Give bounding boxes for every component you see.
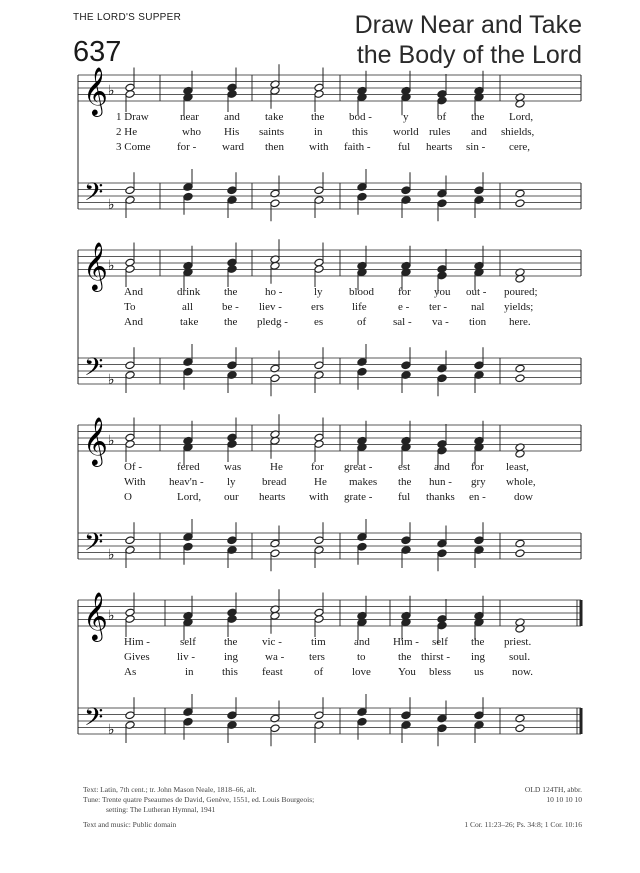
lyric-syllable: for	[311, 461, 324, 473]
lyric-syllable: love	[352, 666, 371, 678]
lyric-syllable: us	[474, 666, 484, 678]
section-heading: THE LORD'S SUPPER	[73, 12, 182, 23]
bass-staff	[78, 533, 581, 559]
lyric-syllable: tion	[469, 316, 487, 328]
lyric-syllable: was	[224, 461, 242, 473]
lyric-syllable: the	[224, 636, 238, 648]
lyric-syllable: and	[224, 111, 240, 123]
lyric-syllable: yields;	[504, 301, 534, 313]
lyric-syllable: shields,	[501, 126, 535, 138]
lyric-syllable: feast	[262, 666, 283, 678]
lyric-syllable: for -	[177, 141, 197, 153]
lyric-syllable: ly	[314, 286, 323, 298]
lyric-syllable: ers	[311, 301, 324, 313]
lyric-syllable: To	[124, 301, 136, 313]
lyric-syllable: Lord,	[509, 111, 534, 123]
lyric-syllable: Lord,	[177, 491, 202, 503]
lyric-syllable: then	[265, 141, 284, 153]
lyric-syllable: makes	[349, 476, 378, 488]
lyric-syllable: and	[354, 636, 370, 648]
bass-staff	[78, 358, 581, 384]
lyric-syllable: hearts	[426, 141, 453, 153]
lyric-syllable: 2 He	[116, 126, 138, 138]
treble-clef: 𝄞	[83, 591, 108, 640]
lyric-syllable: self	[180, 636, 196, 648]
lyric-syllable: pledg -	[257, 316, 288, 328]
lyric-syllable: O	[124, 491, 132, 503]
lyric-syllable: en -	[469, 491, 486, 503]
lyric-syllable: vic -	[262, 636, 282, 648]
lyric-syllable: thanks	[426, 491, 455, 503]
lyric-syllable: ing	[471, 651, 486, 663]
public-domain-note: Text and music: Public domain	[83, 820, 177, 829]
key-signature-flat: ♭	[108, 547, 115, 563]
text-credit: Text: Latin, 7th cent.; tr. John Mason Neale, 1818–66, alt.	[83, 785, 257, 794]
key-signature-flat: ♭	[108, 608, 115, 624]
lyric-syllable: thirst -	[421, 651, 451, 663]
lyric-syllable: all	[182, 301, 193, 313]
lyric-syllable: fered	[177, 461, 200, 473]
lyric-syllable: this	[352, 126, 368, 138]
lyric-syllable: e -	[398, 301, 410, 313]
lyric-syllable: sin -	[466, 141, 486, 153]
lyric-syllable: great -	[344, 461, 373, 473]
lyric-syllable: You	[398, 666, 416, 678]
bass-note	[515, 549, 525, 558]
lyric-syllable: of	[437, 111, 447, 123]
lyric-syllable: with	[309, 141, 329, 153]
lyric-syllable: 3 Come	[116, 141, 151, 153]
lyric-syllable: the	[224, 286, 238, 298]
bass-staff	[78, 183, 581, 209]
lyric-syllable: liev -	[259, 301, 282, 313]
lyric-syllable: And	[124, 316, 143, 328]
lyric-syllable: hun -	[429, 476, 452, 488]
lyric-syllable: sal -	[393, 316, 412, 328]
lyric-syllable: Of -	[124, 461, 143, 473]
lyric-syllable: for	[471, 461, 484, 473]
lyric-syllable: the	[398, 651, 412, 663]
lyric-syllable: and	[434, 461, 450, 473]
lyric-syllable: Gives	[124, 651, 150, 663]
lyric-syllable: wa -	[265, 651, 285, 663]
lyric-syllable: the	[471, 636, 485, 648]
lyric-syllable: world	[393, 126, 419, 138]
lyric-syllable: hearts	[259, 491, 286, 503]
lyric-syllable: whole,	[506, 476, 536, 488]
treble-clef: 𝄞	[83, 66, 108, 115]
lyric-syllable: ful	[398, 141, 411, 153]
lyric-syllable: ho -	[265, 286, 283, 298]
treble-staff	[78, 250, 581, 276]
bass-clef: 𝄢	[84, 703, 104, 738]
lyric-syllable: of	[357, 316, 367, 328]
lyric-syllable: cere,	[509, 141, 531, 153]
lyric-syllable: He	[270, 461, 283, 473]
lyric-syllable: the	[398, 476, 412, 488]
lyric-syllable: priest.	[504, 636, 532, 648]
bass-note	[515, 539, 525, 548]
lyric-syllable: He	[314, 476, 327, 488]
lyric-syllable: with	[309, 491, 329, 503]
bass-note	[515, 199, 525, 208]
lyric-syllable: bread	[262, 476, 287, 488]
bass-clef: 𝄢	[84, 178, 104, 213]
lyric-syllable: And	[124, 286, 143, 298]
scripture-reference: 1 Cor. 11:23–26; Ps. 34:8; 1 Cor. 10:16	[464, 820, 582, 829]
lyric-syllable: gry	[471, 476, 486, 488]
lyric-syllable: this	[222, 666, 238, 678]
tune-name: OLD 124TH, abbr.	[524, 785, 582, 794]
lyric-syllable: drink	[177, 286, 201, 298]
hymn-number: 637	[73, 36, 122, 68]
key-signature-flat: ♭	[108, 372, 115, 388]
lyric-syllable: With	[124, 476, 146, 488]
bass-note	[515, 189, 525, 198]
key-signature-flat: ♭	[108, 433, 115, 449]
lyric-syllable: now.	[512, 666, 533, 678]
lyric-syllable: faith -	[344, 141, 371, 153]
lyric-syllable: As	[124, 666, 137, 678]
lyric-syllable: saints	[259, 126, 285, 138]
treble-clef: 𝄞	[83, 241, 108, 290]
lyric-syllable: near	[180, 111, 199, 123]
lyric-syllable: the	[471, 111, 485, 123]
bass-note	[515, 374, 525, 383]
lyric-syllable: blood	[349, 286, 375, 298]
lyric-syllable: soul.	[509, 651, 531, 663]
lyric-syllable: liv -	[177, 651, 196, 663]
lyric-syllable: here.	[509, 316, 531, 328]
lyric-syllable: Him -	[393, 636, 419, 648]
lyric-syllable: ward	[222, 141, 244, 153]
key-signature-flat: ♭	[108, 722, 115, 738]
treble-staff	[78, 425, 581, 451]
lyric-syllable: in	[185, 666, 194, 678]
meter: 10 10 10 10	[546, 795, 582, 804]
lyric-syllable: y	[403, 111, 409, 123]
title-line-1: Draw Near and Take	[354, 11, 582, 39]
bass-clef: 𝄢	[84, 528, 104, 563]
lyric-syllable: for	[398, 286, 411, 298]
lyric-syllable: self	[432, 636, 448, 648]
bass-staff	[78, 708, 581, 734]
bass-note	[515, 714, 525, 723]
title-line-2: the Body of the Lord	[356, 41, 582, 69]
lyric-syllable: take	[265, 111, 284, 123]
lyric-syllable: His	[224, 126, 240, 138]
lyric-syllable: ters	[309, 651, 325, 663]
lyric-syllable: of	[314, 666, 324, 678]
lyric-syllable: ful	[398, 491, 411, 503]
lyric-syllable: ing	[224, 651, 239, 663]
key-signature-flat: ♭	[108, 258, 115, 274]
lyric-syllable: ly	[227, 476, 236, 488]
lyric-syllable: va -	[432, 316, 449, 328]
lyric-syllable: 1 Draw	[116, 111, 149, 123]
lyric-syllable: grate -	[344, 491, 373, 503]
lyric-syllable: dow	[514, 491, 533, 503]
lyric-syllable: ter -	[429, 301, 448, 313]
lyric-syllable: bless	[429, 666, 451, 678]
lyric-syllable: out -	[466, 286, 487, 298]
treble-staff	[78, 75, 581, 101]
key-signature-flat: ♭	[108, 197, 115, 213]
treble-staff	[78, 600, 581, 626]
bass-note	[515, 364, 525, 373]
lyric-syllable: be -	[222, 301, 239, 313]
treble-clef: 𝄞	[83, 416, 108, 465]
key-signature-flat: ♭	[108, 83, 115, 99]
lyric-syllable: nal	[471, 301, 485, 313]
lyric-syllable: poured;	[504, 286, 538, 298]
lyric-syllable: rules	[429, 126, 451, 138]
lyric-syllable: bod -	[349, 111, 372, 123]
lyric-syllable: in	[314, 126, 323, 138]
lyric-syllable: est	[398, 461, 411, 473]
lyric-syllable: to	[357, 651, 366, 663]
lyric-syllable: the	[224, 316, 238, 328]
setting-credit: setting: The Lutheran Hymnal, 1941	[106, 805, 216, 814]
lyric-syllable: you	[434, 286, 451, 298]
lyric-syllable: Him -	[124, 636, 150, 648]
lyric-syllable: who	[182, 126, 201, 138]
lyric-syllable: es	[314, 316, 324, 328]
lyric-syllable: heav'n -	[169, 476, 204, 488]
bass-note	[515, 724, 525, 733]
bass-clef: 𝄢	[84, 353, 104, 388]
lyric-syllable: the	[311, 111, 325, 123]
lyric-syllable: our	[224, 491, 239, 503]
lyric-syllable: and	[471, 126, 487, 138]
lyric-syllable: take	[180, 316, 199, 328]
lyric-syllable: life	[352, 301, 367, 313]
lyric-syllable: least,	[506, 461, 529, 473]
lyric-syllable: tim	[311, 636, 326, 648]
tune-credit: Tune: Trente quatre Pseaumes de David, Genève, 1551, ed. Louis Bourgeois;	[83, 795, 315, 804]
